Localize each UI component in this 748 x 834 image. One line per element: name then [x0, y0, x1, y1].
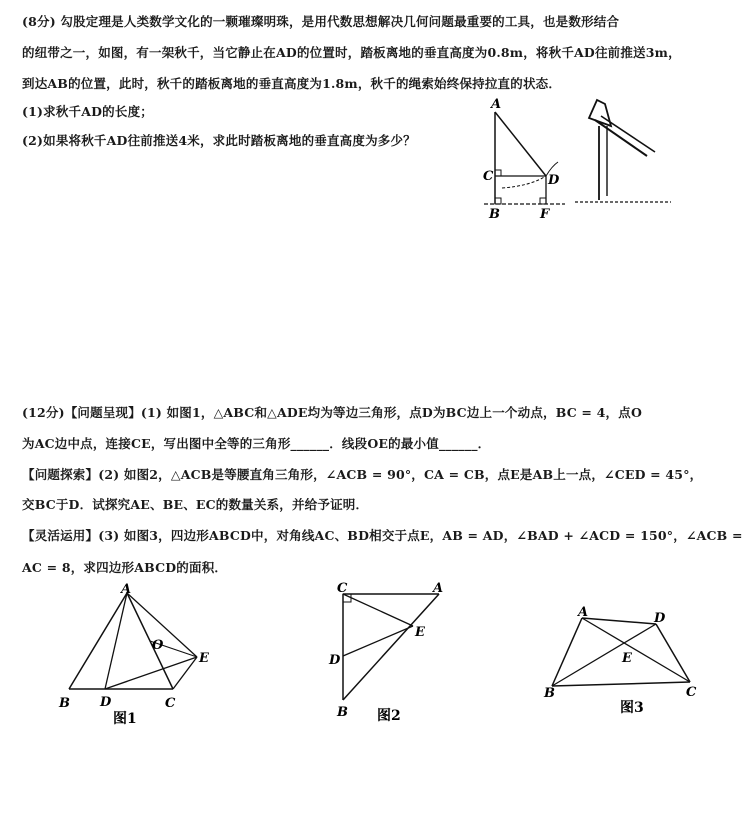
right-angle-B: [495, 198, 501, 204]
fig2-CE: [343, 594, 413, 626]
fig2-AB: [343, 594, 439, 700]
label-F: F: [540, 207, 550, 222]
fig1-AB: [69, 593, 127, 689]
swing-sketch: [575, 96, 685, 211]
figure-2: [325, 582, 455, 727]
fig1-caption: 图1: [113, 711, 137, 727]
fig1-DE: [105, 657, 197, 689]
q2-line-1: (12分)【问题呈现】(1) 如图1，△ABC和△ADE均为等边三角形，点D为BC边上一个动点，BC = 4，点O: [22, 405, 643, 420]
fig3-BD: [552, 624, 656, 686]
q2-line-5: 【灵活运用】(3) 如图3，四边形ABCD中，对角线AC、BD相交于点E，AB = AD，∠BAD + ∠ACD = 150°，∠ACB =: [22, 528, 743, 543]
figure-1: [55, 582, 215, 730]
fig1-label-B: B: [59, 696, 70, 711]
q2-line-3: 【问题探索】(2) 如图2，△ACB是等腰直角三角形，∠ACB = 90°，CA = CB，点E是AB上一点，∠CED = 45°，: [22, 467, 703, 482]
fig2-caption: 图2: [377, 708, 401, 724]
fig2-label-B: B: [337, 705, 348, 720]
fig3-AD: [582, 618, 656, 624]
fig1-label-C: C: [165, 696, 176, 711]
figure-3: [540, 600, 710, 720]
q1-part-2: (2)如果将秋千AD往前推送4米，求此时踏板离地的垂直高度为多少？: [22, 133, 416, 148]
right-angle-C: [495, 170, 501, 176]
fig1-label-A: A: [121, 582, 132, 597]
q1-line-2: 的纽带之一，如图，有一架秋千，当它静止在AD的位置时，踏板离地的垂直高度为0.8m，将秋千AD往前推送3m，: [22, 45, 681, 60]
fig3-label-A: A: [578, 605, 589, 620]
q1-line-1: (8分) 勾股定理是人类数学文化的一颗璀璨明珠，是用代数思想解决几何问题最重要的工具，也是数形结合: [22, 14, 620, 29]
fig1-AD: [105, 593, 127, 689]
swing-arc: [502, 176, 546, 188]
swing-rope-2: [601, 116, 655, 152]
fig3-DC: [656, 624, 690, 682]
fig2-label-A: A: [433, 581, 444, 596]
fig2-DE: [343, 626, 413, 656]
fig1-label-D: D: [100, 695, 112, 710]
swing-rope-1: [595, 120, 647, 156]
fig3-label-E: E: [622, 651, 632, 666]
label-C: C: [483, 169, 494, 184]
fig3-caption: 图3: [620, 700, 644, 716]
label-D: D: [548, 173, 560, 188]
q2-line-2: 为AC边中点，连接CE，写出图中全等的三角形______．线段OE的最小值______．: [22, 436, 491, 451]
q2-line-4: 交BC于D．试探究AE、BE、EC的数量关系，并给予证明．: [22, 497, 369, 512]
swing-frame: [589, 100, 611, 126]
fig1-label-O: O: [152, 638, 164, 653]
fig3-AC: [582, 618, 690, 682]
fig3-AB: [552, 618, 582, 686]
fig2-label-D: D: [329, 653, 341, 668]
fig3-BC: [552, 682, 690, 686]
fig3-label-D: D: [654, 611, 666, 626]
fig3-label-B: B: [544, 686, 555, 701]
rope-AD: [495, 112, 546, 176]
q2-line-6: AC = 8，求四边形ABCD的面积．: [22, 560, 228, 575]
fig2-label-E: E: [415, 625, 425, 640]
label-B: B: [489, 207, 500, 222]
q1-part-1: (1)求秋千AD的长度；: [22, 104, 153, 119]
right-angle-F: [540, 198, 546, 204]
fig2-label-C: C: [337, 581, 348, 596]
fig1-label-E: E: [199, 651, 209, 666]
q1-line-3: 到达AB的位置，此时，秋千的踏板离地的垂直高度为1.8m，秋千的绳索始终保持拉直的状态．: [22, 76, 562, 91]
swing-figure: [470, 96, 590, 221]
label-A: A: [491, 97, 502, 112]
fig3-label-C: C: [686, 685, 697, 700]
